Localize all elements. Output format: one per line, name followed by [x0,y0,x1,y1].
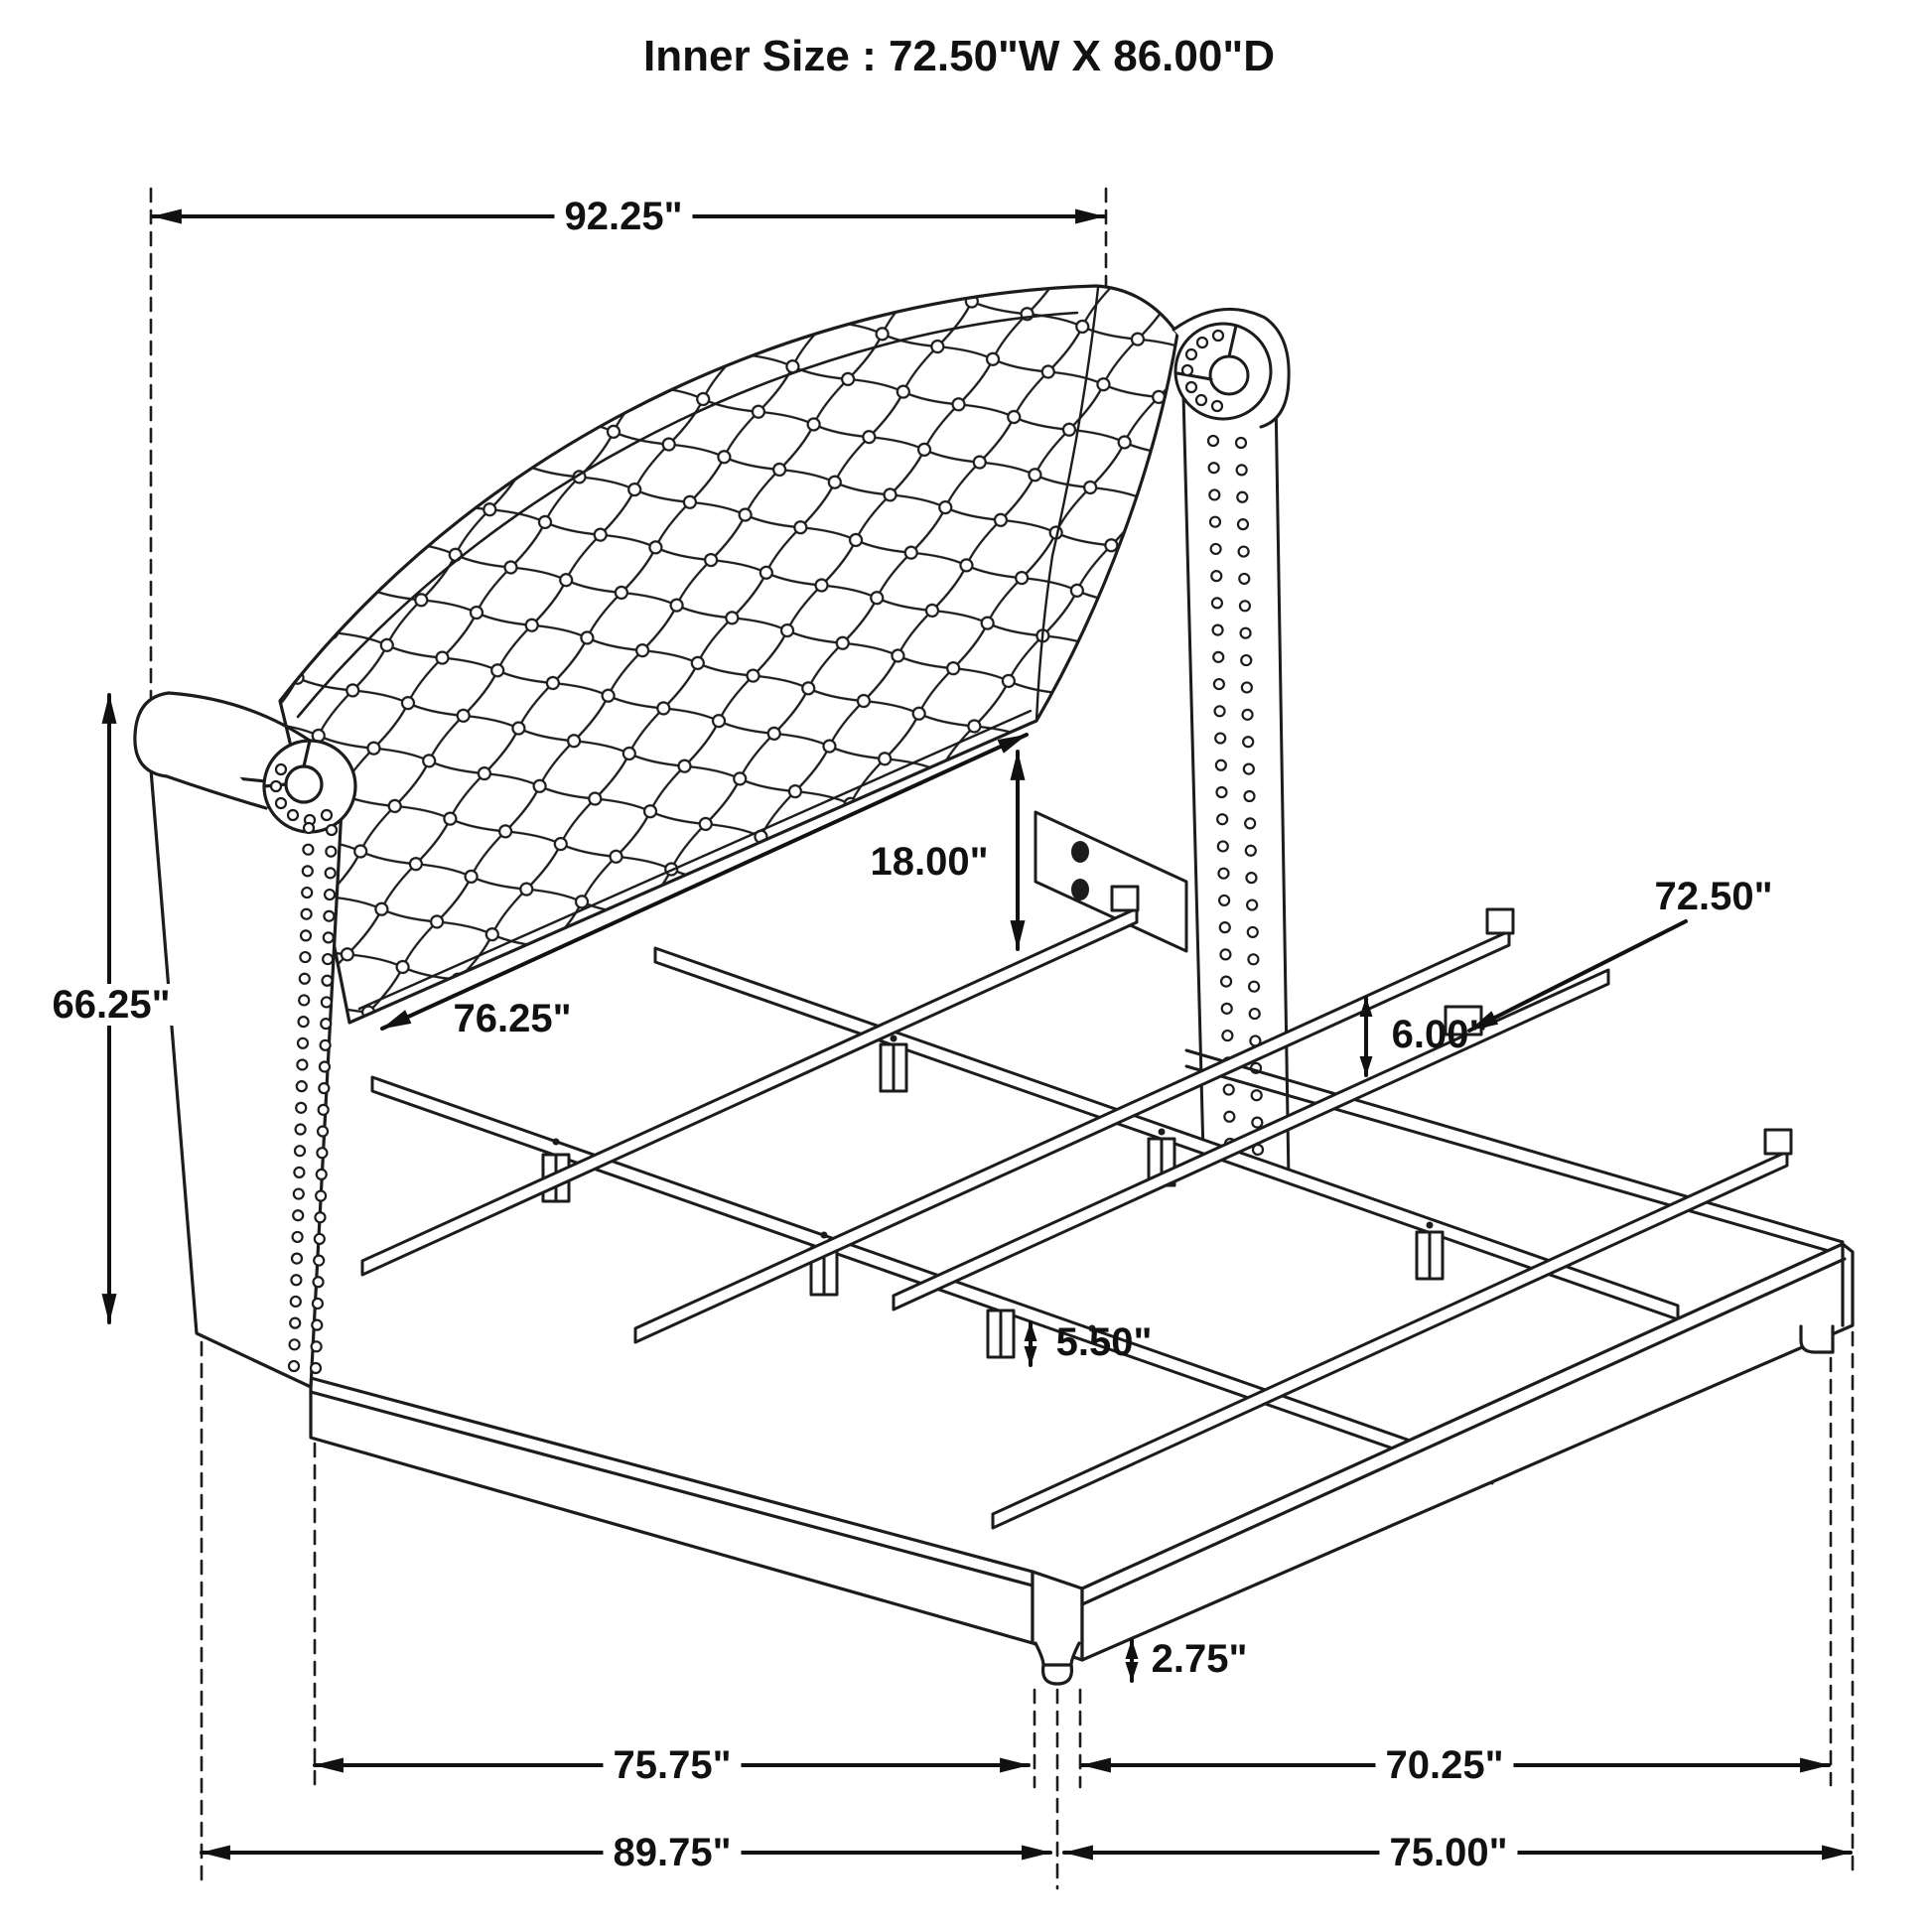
dim-label-slat-length: 72.50" [1654,875,1773,918]
dim-label-headboard-height: 66.25" [42,984,180,1026]
dim-label-panel-to-slat: 18.00" [870,840,989,884]
page-title: Inner Size : 72.50"W X 86.00"D [643,32,1275,80]
right-bracket-foot [1801,1326,1833,1352]
stringer-leg [543,1155,1014,1357]
dim-label-foot-height: 2.75" [1151,1637,1248,1681]
dim-label-rail-length: 75.75" [603,1744,741,1786]
dim-label-panel-width: 76.25" [453,997,572,1040]
dim-label-overall-width: 92.25" [554,196,692,237]
dim-label-overall-depth: 89.75" [603,1832,741,1873]
left-side-rail [311,1378,1033,1643]
tufted-headboard-panel [280,286,1177,1023]
bed-rails [311,1244,1853,1684]
dim-label-frame-width: 75.00" [1379,1832,1517,1873]
dim-label-foot-inner-width: 70.25" [1375,1744,1513,1786]
stringer-leg [881,1044,1443,1279]
front-turned-foot [1035,1643,1079,1684]
dim-label-leg-height: 5.50" [1055,1320,1153,1364]
left-scroll-post [135,693,355,1387]
dim-label-rail-gap: 6.00" [1391,1013,1488,1056]
